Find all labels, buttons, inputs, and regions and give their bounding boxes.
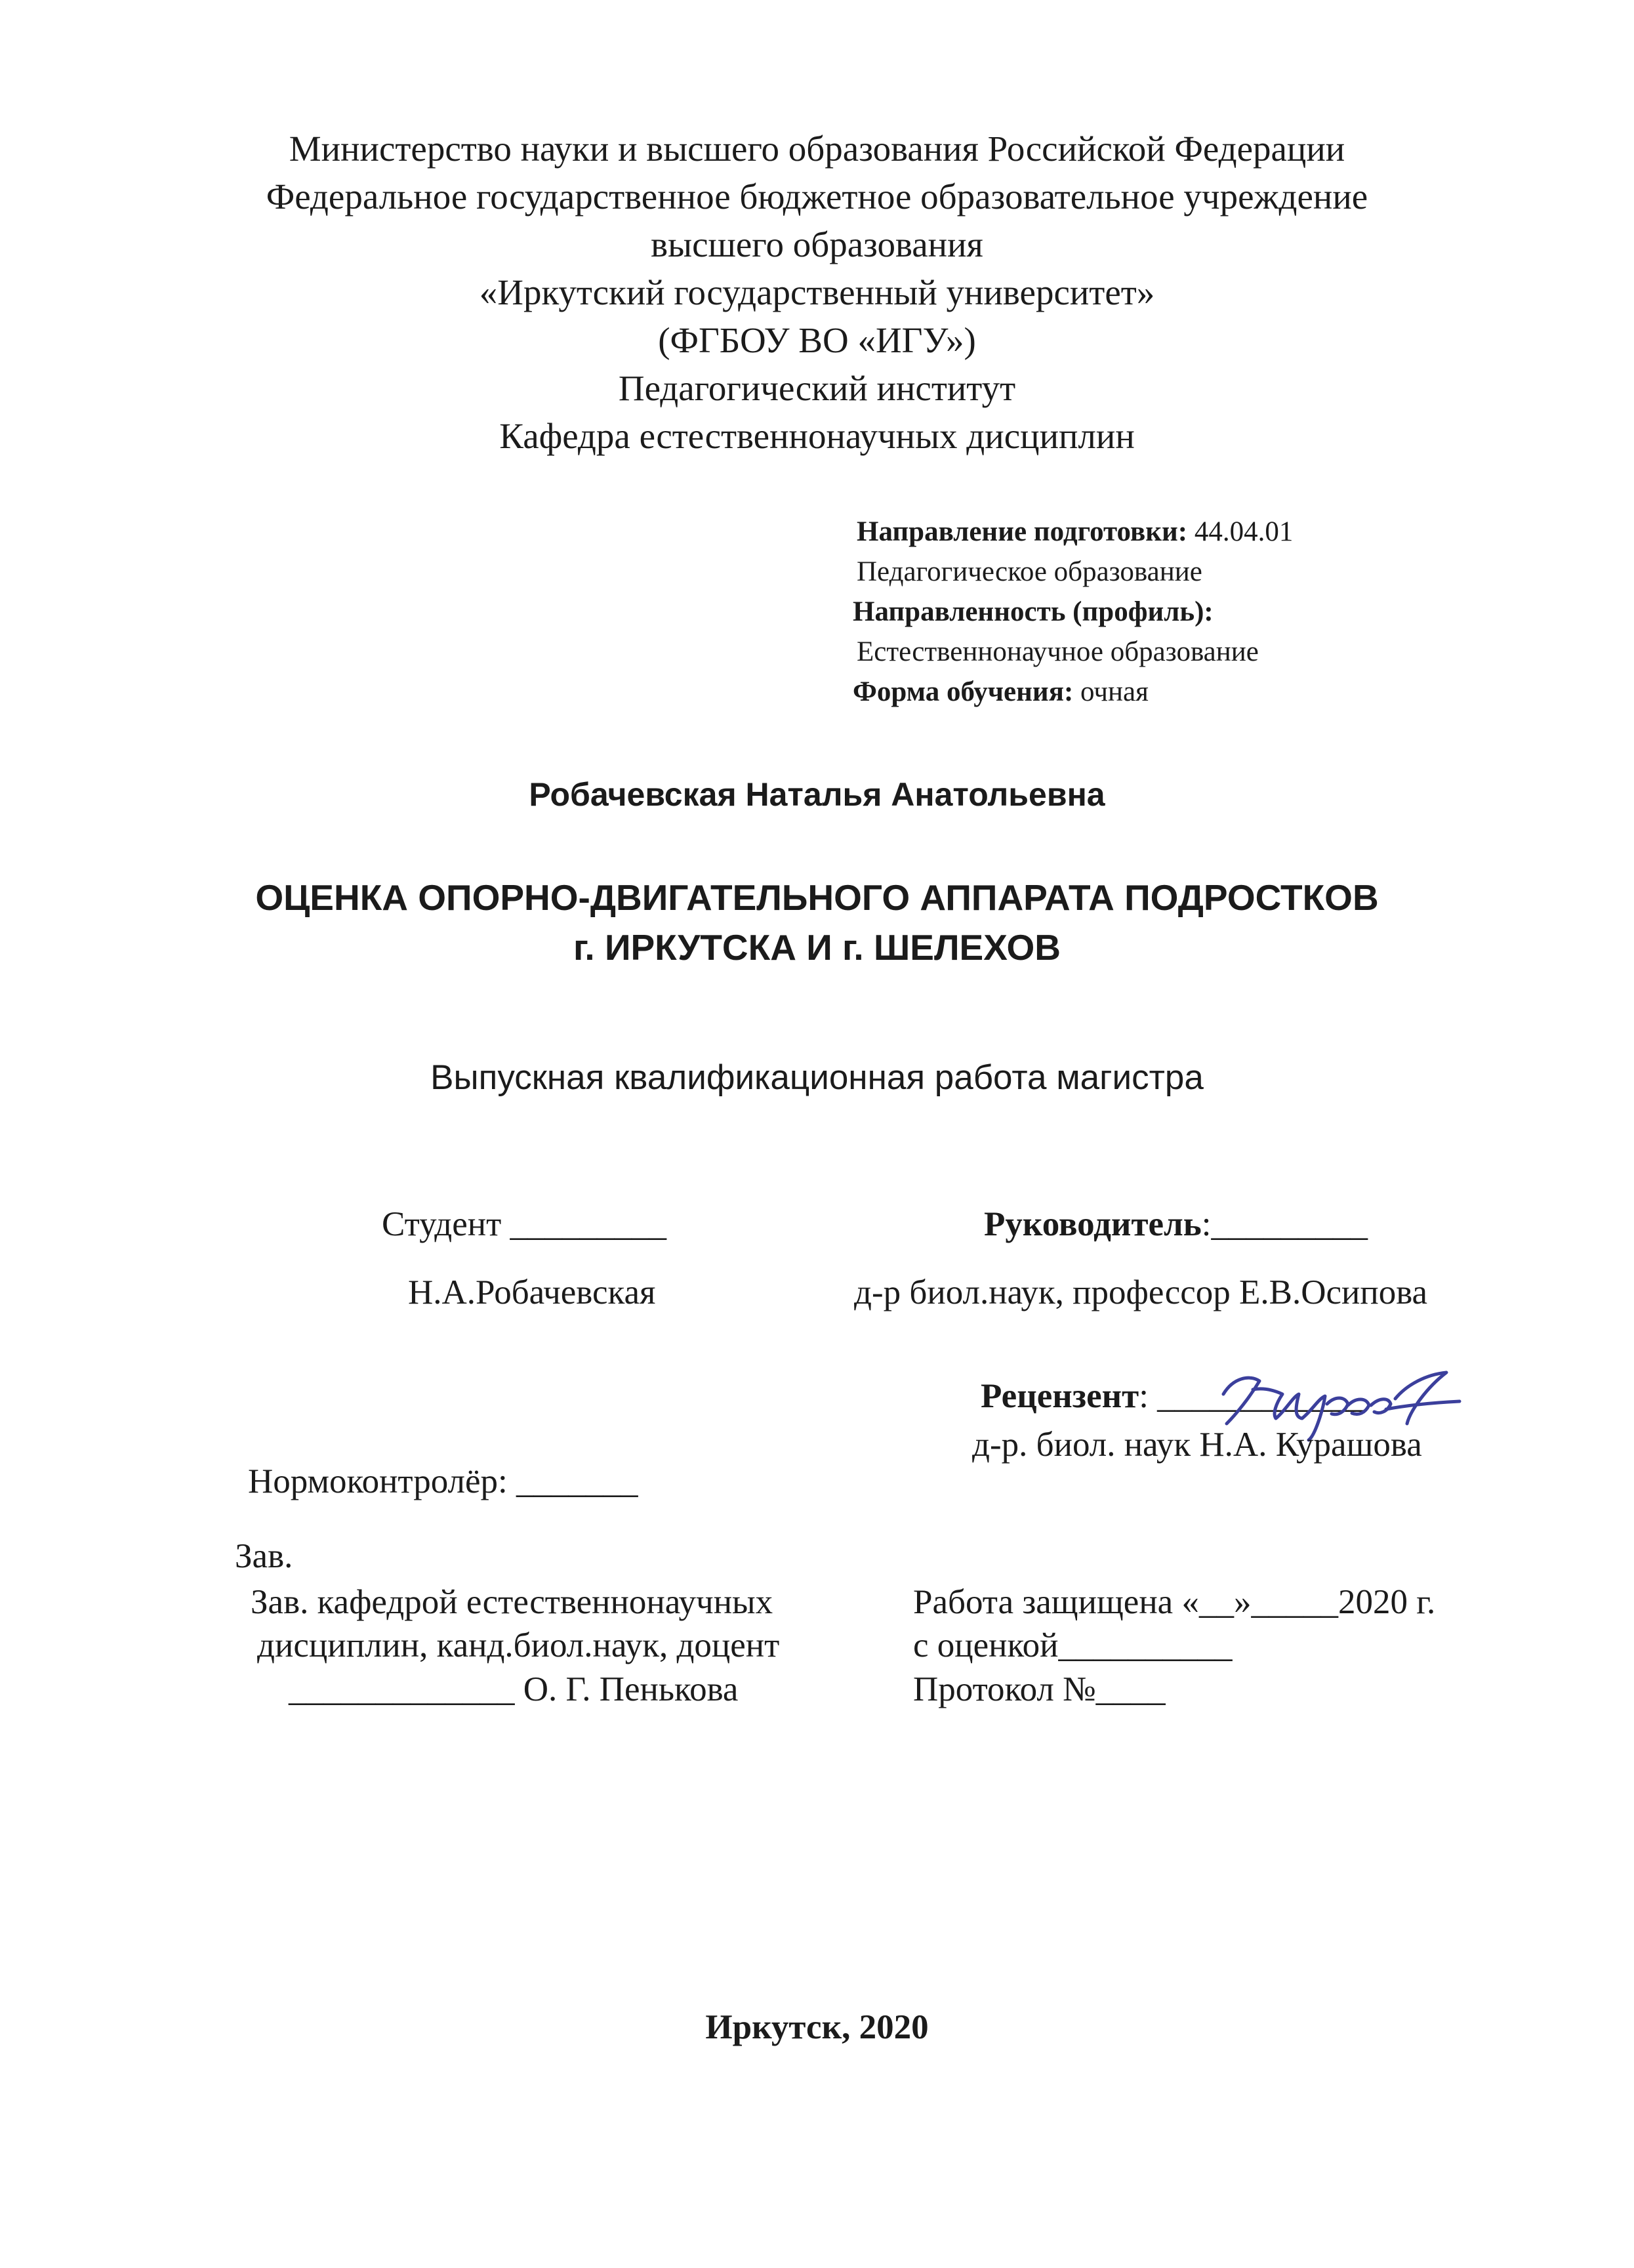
reviewer-name: д-р. биол. наук Н.А. Курашова <box>972 1426 1422 1464</box>
city-year: Иркутск, 2020 <box>705 2008 929 2046</box>
header-ministry: Министерство науки и высшего образования Российской Федерации <box>289 129 1345 169</box>
head-short-label: Зав. <box>235 1537 293 1575</box>
institution-header <box>0 125 1634 460</box>
student-name: Н.А.Робачевская <box>408 1273 656 1311</box>
reviewer-sign-line: : ____________ <box>1139 1377 1366 1415</box>
work-type: Выпускная квалификационная работа магистра <box>430 1058 1204 1097</box>
student-label: Студент _________ <box>382 1205 667 1243</box>
supervisor-sign-line: :_________ <box>1201 1205 1368 1243</box>
form-line <box>853 672 1293 712</box>
head-title-line-2: дисциплин, канд.биол.наук, доцент <box>257 1626 780 1664</box>
form-value: очная <box>1073 676 1149 707</box>
profile-value: Естественнонаучное образование <box>857 636 1259 667</box>
header-education-level: высшего образования <box>651 224 983 264</box>
thesis-title-line-2: г. ИРКУТСКА И г. ШЕЛЕХОВ <box>573 927 1061 968</box>
header-institution-type: Федеральное государственное бюджетное образовательное учреждение <box>266 176 1368 216</box>
thesis-title-line-1: ОЦЕНКА ОПОРНО-ДВИГАТЕЛЬНОГО АППАРАТА ПОДРОСТКОВ <box>255 877 1379 918</box>
thesis-title <box>0 873 1634 972</box>
defense-grade-line: с оценкой__________ <box>913 1626 1233 1664</box>
header-institute: Педагогический институт <box>618 368 1016 408</box>
head-signature-line: _____________ О. Г. Пенькова <box>289 1670 739 1708</box>
normcontroller-line: Нормоконтролёр: _______ <box>248 1462 638 1500</box>
direction-line <box>853 512 1293 552</box>
supervisor-line <box>984 1205 1368 1244</box>
head-title-line-1: Зав. кафедрой естественнонаучных <box>251 1583 773 1621</box>
defense-date-line: Работа защищена «__»_____2020 г. <box>913 1583 1436 1621</box>
form-label: Форма обучения: <box>853 676 1074 707</box>
direction-label: Направление подготовки: <box>857 516 1188 547</box>
header-university: «Иркутский государственный университет» <box>479 272 1155 312</box>
header-university-abbr: (ФГБОУ ВО «ИГУ») <box>658 320 976 360</box>
direction-name: Педагогическое образование <box>857 556 1202 587</box>
profile-label: Направленность (профиль): <box>853 596 1214 627</box>
supervisor-label: Руководитель <box>984 1205 1202 1243</box>
supervisor-name: д-р биол.наук, профессор Е.В.Осипова <box>854 1273 1428 1311</box>
reviewer-label: Рецензент <box>981 1377 1139 1415</box>
direction-code: 44.04.01 <box>1187 516 1294 547</box>
header-department: Кафедра естественнонаучных дисциплин <box>499 416 1135 456</box>
defense-protocol-line: Протокол №____ <box>913 1670 1166 1708</box>
program-info <box>853 512 1293 712</box>
author-name: Робачевская Наталья Анатольевна <box>529 776 1105 813</box>
